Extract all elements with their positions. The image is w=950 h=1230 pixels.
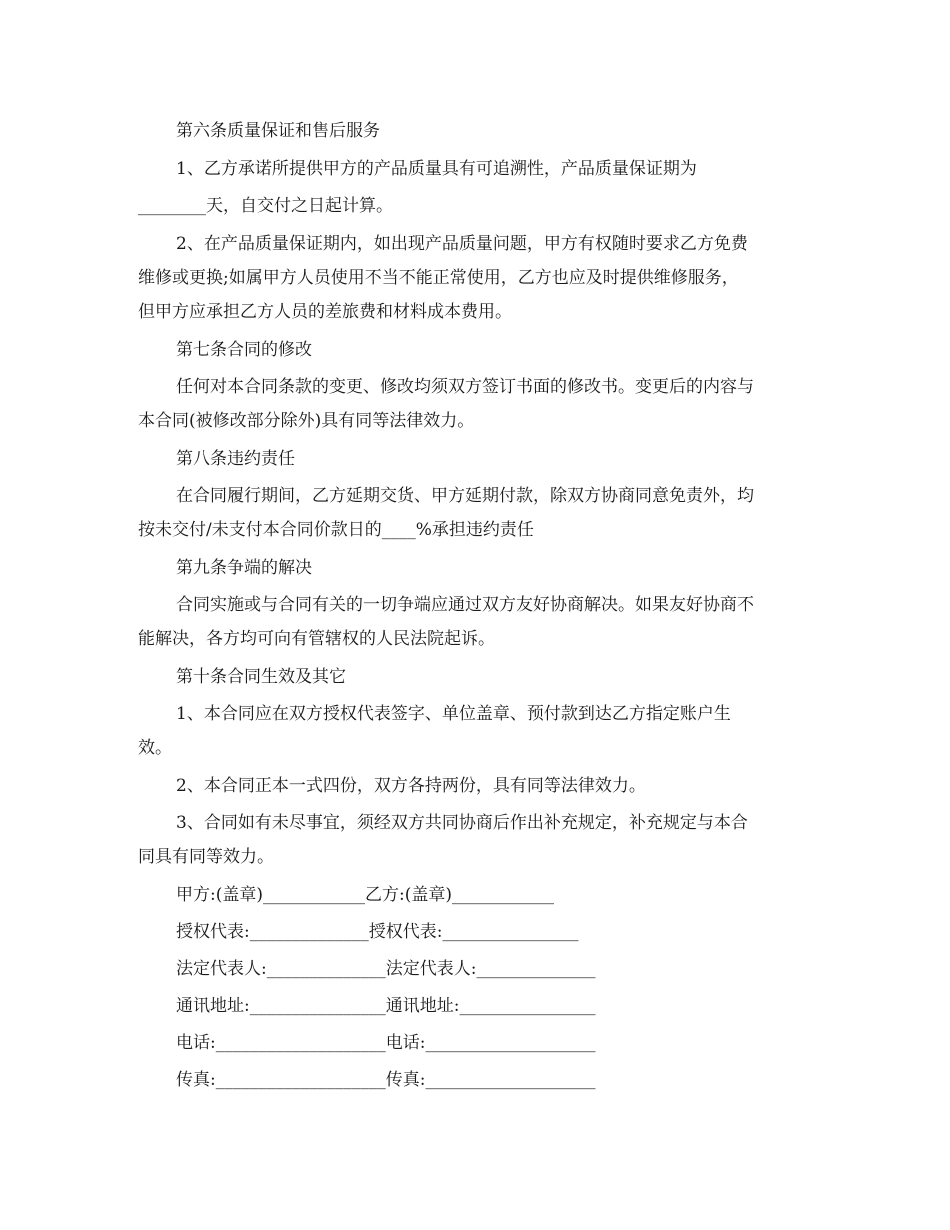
- article-6-clause-2-line-2: 维修或更换;如属甲方人员使用不当不能正常使用，乙方也应及时提供维修服务，: [138, 268, 739, 288]
- article-9-heading: 第九条争端的解决: [176, 558, 312, 578]
- article-10-heading: 第十条合同生效及其它: [176, 667, 346, 687]
- article-10-clause-1-line-1: 1、本合同应在双方授权代表签字、单位盖章、预付款到达乙方指定账户生: [176, 704, 731, 724]
- article-7-text-line-1: 任何对本合同条款的变更、修改均须双方签订书面的修改书。变更后的内容与: [176, 377, 754, 397]
- article-8-heading: 第八条违约责任: [176, 449, 295, 469]
- article-10-clause-3-line-1: 3、合同如有未尽事宜，须经双方共同协商后作出补充规定，补充规定与本合: [176, 813, 748, 833]
- article-6-clause-2-line-3: 但甲方应承担乙方人员的差旅费和材料成本费用。: [138, 302, 512, 322]
- signature-fax-line: 传真:____________________传真:____________________: [176, 1070, 596, 1090]
- article-10-clause-3-line-2: 同具有同等效力。: [138, 847, 274, 867]
- signature-authorized-rep-line: 授权代表:______________授权代表:________________: [176, 922, 579, 942]
- article-10-clause-2: 2、本合同正本一式四份，双方各持两份，具有同等法律效力。: [176, 776, 646, 796]
- article-7-heading: 第七条合同的修改: [176, 340, 312, 360]
- signature-legal-rep-line: 法定代表人:______________法定代表人:______________: [176, 959, 596, 979]
- signature-party-seal-line: 甲方:(盖章)____________乙方:(盖章)____________: [176, 885, 554, 905]
- article-10-clause-1-line-2: 效。: [138, 738, 172, 758]
- article-7-text-line-2: 本合同(被修改部分除外)具有同等法律效力。: [138, 411, 475, 431]
- article-8-text-line-1: 在合同履行期间，乙方延期交货、甲方延期付款，除双方协商同意免责外，均: [176, 486, 754, 506]
- article-6-clause-1-line-2: ________天，自交付之日起计算。: [138, 196, 393, 216]
- article-9-text-line-1: 合同实施或与合同有关的一切争端应通过双方友好协商解决。如果友好协商不: [176, 595, 754, 615]
- signature-address-line: 通讯地址:________________通讯地址:________________: [176, 996, 596, 1016]
- article-6-clause-1-line-1: 1、乙方承诺所提供甲方的产品质量具有可追溯性，产品质量保证期为: [176, 159, 697, 179]
- article-6-heading: 第六条质量保证和售后服务: [176, 121, 380, 141]
- signature-phone-line: 电话:____________________电话:____________________: [176, 1033, 596, 1053]
- article-9-text-line-2: 能解决，各方均可向有管辖权的人民法院起诉。: [138, 629, 495, 649]
- article-6-clause-2-line-1: 2、在产品质量保证期内，如出现产品质量问题，甲方有权随时要求乙方免费: [176, 234, 748, 254]
- article-8-text-line-2: 按未交付/未支付本合同价款日的____%承担违约责任: [138, 520, 534, 540]
